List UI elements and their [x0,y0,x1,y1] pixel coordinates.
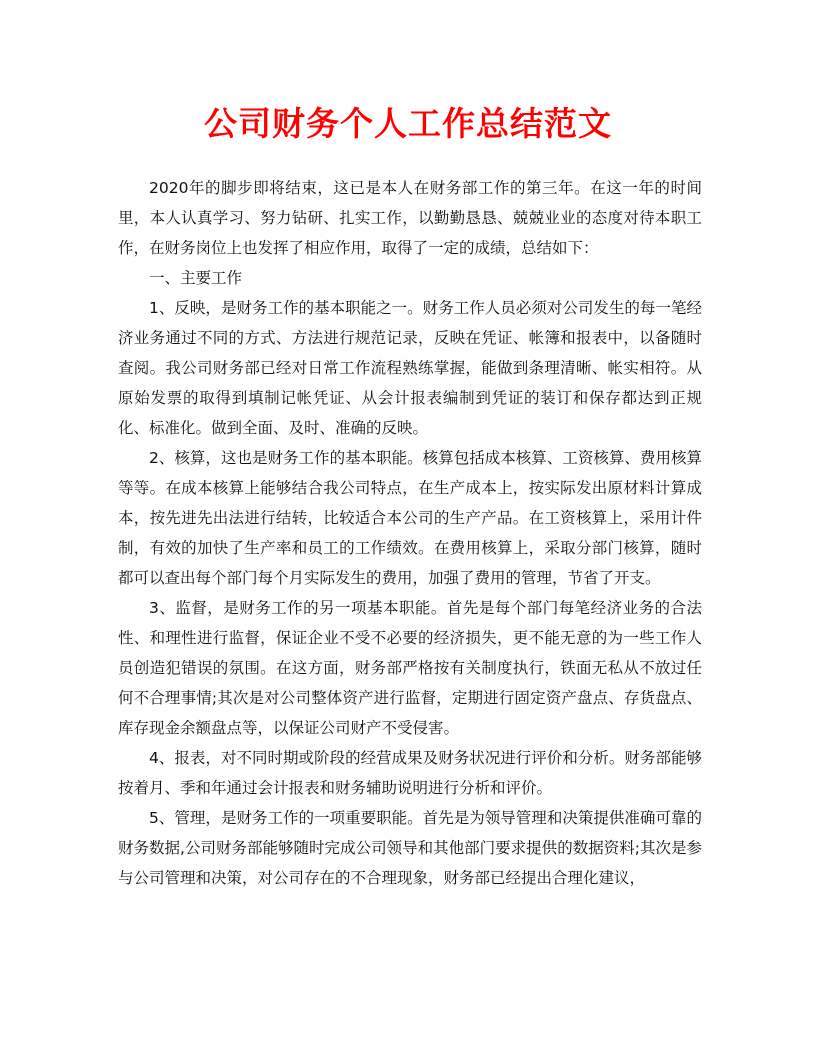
document-title: 公司财务个人工作总结范文 [204,104,612,143]
paragraph-item-5: 5、管理，是财务工作的一项重要职能。首先是为领导管理和决策提供准确可靠的财务数据,公司财务部能够随时完成公司领导和其他部门要求提供的数据资料;其次是参与公司管理和决策，对公司存在的不合理现象，财务部已经提出合理化建议， [118,809,702,887]
paragraph-item-2: 2、核算，这也是财务工作的基本职能。核算包括成本核算、工资核算、费用核算等等。在成本核算上能够结合我公司特点，在生产成本上，按实际发出原材料计算成本，按先进先出法进行结转，比较适合本公司的生产产品。在工资核算上，采用计件制，有效的加快了生产率和员工的工作绩效。在费用核算上，采取分部门核算，随时都可以查出每个部门每个月实际发生的费用，加强了费用的管理，节省了开支。 [118,449,702,587]
paragraph-item-3: 3、监督，是财务工作的另一项基本职能。首先是每个部门每笔经济业务的合法性、和理性进行监督，保证企业不受不必要的经济损失，更不能无意的为一些工作人员创造犯错误的氛围。在这方面，财务部严格按有关制度执行，铁面无私从不放过任何不合理事情;其次是对公司整体资产进行监督，定期进行固定资产盘点、存货盘点、库存现金余额盘点等，以保证公司财产不受侵害。 [118,599,702,737]
paragraph-item-1: 1、反映，是财务工作的基本职能之一。财务工作人员必须对公司发生的每一笔经济业务通过不同的方式、方法进行规范记录，反映在凭证、帐簿和报表中，以备随时查阅。我公司财务部已经对日常工作流程熟练掌握，能做到条理清晰、帐实相符。从原始发票的取得到填制记帐凭证、从会计报表编制到凭证的装订和保存都达到正规化、标准化。做到全面、及时、准确的反映。 [118,299,702,437]
section-heading-main-work: 一、主要工作 [149,269,243,287]
paragraph-item-4: 4、报表，对不同时期或阶段的经营成果及财务状况进行评价和分析。财务部能够按着月、季和年通过会计报表和财务辅助说明进行分析和评价。 [118,749,702,797]
paragraph-intro: 2020年的脚步即将结束，这已是本人在财务部工作的第三年。在这一年的时间里，本人认真学习、努力钻研、扎实工作，以勤勤恳恳、兢兢业业的态度对待本职工作，在财务岗位上也发挥了相应作用，取得了一定的成绩，总结如下： [118,179,702,257]
document-body [118,173,702,893]
